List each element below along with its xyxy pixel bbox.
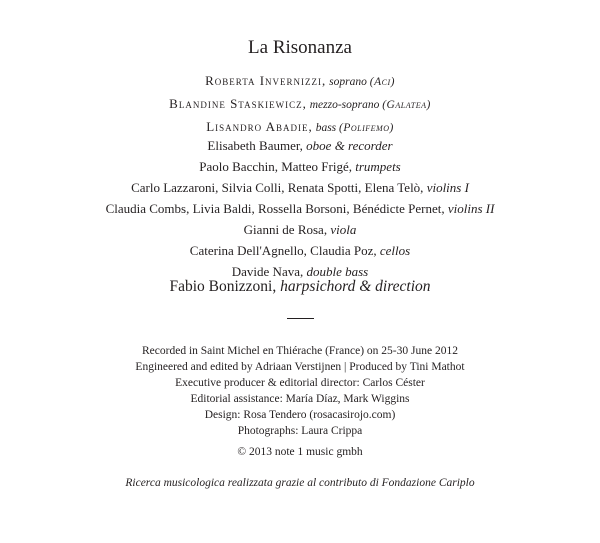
soloist-character: (Galatea) <box>382 99 431 111</box>
player-names: Davide Nava, <box>231 264 304 279</box>
player-line <box>0 177 600 198</box>
ensemble-title: La Risonanza <box>248 37 352 58</box>
soloist-name: Lisandro Abadie, <box>206 119 313 134</box>
soloist-role: mezzo-soprano <box>309 99 380 111</box>
player-instrument: violins I <box>426 180 469 195</box>
copyright-notice: © 2013 note 1 music gmbh <box>237 446 363 458</box>
director-line <box>0 278 600 296</box>
player-names: Gianni de Rosa, <box>243 222 328 237</box>
player-line <box>0 240 600 261</box>
credit-line: Editorial assistance: María Díaz, Mark Wiggins <box>190 393 410 405</box>
player-line <box>0 156 600 177</box>
player-names: Caterina Dell'Agnello, Claudia Poz, <box>189 243 377 258</box>
soloist-character: (Polifemo) <box>339 122 394 134</box>
credit-line: Recorded in Saint Michel en Thiérache (France) on 25-30 June 2012 <box>142 345 458 357</box>
player-line <box>0 219 600 240</box>
soloist-role: bass <box>315 122 337 134</box>
player-names: Carlo Lazzaroni, Silvia Colli, Renata Spotti, Elena Telò, <box>131 180 424 195</box>
soloist-name: Roberta Invernizzi, <box>205 73 327 88</box>
player-names: Paolo Bacchin, Matteo Frigé, <box>199 159 352 174</box>
soloist-character: (Aci) <box>369 76 395 88</box>
soloist-name: Blandine Staskiewicz, <box>169 96 307 111</box>
player-instrument: trumpets <box>355 159 401 174</box>
production-credits <box>0 343 600 439</box>
funding-acknowledgement: Ricerca musicologica realizzata grazie al contributo di Fondazione Cariplo <box>125 477 475 489</box>
credit-line: Engineered and edited by Adriaan Verstijnen | Produced by Tini Mathot <box>135 361 465 373</box>
credit-line: Photographs: Laura Crippa <box>237 425 363 437</box>
credit-line: Executive producer & editorial director: Carlos Céster <box>175 377 425 389</box>
player-line <box>0 198 600 219</box>
divider-rule <box>287 318 314 319</box>
director-name: Fabio Bonizzoni, <box>169 278 277 295</box>
player-names: Claudia Combs, Livia Baldi, Rossella Borsoni, Bénédicte Pernet, <box>105 201 445 216</box>
soloist-line <box>0 93 600 116</box>
player-instrument: oboe & recorder <box>306 138 393 153</box>
soloists-list <box>0 70 600 139</box>
soloist-role: soprano <box>329 76 367 88</box>
player-instrument: cellos <box>379 243 411 258</box>
player-line <box>0 135 600 156</box>
player-instrument: violins II <box>447 201 495 216</box>
director-role: harpsichord & direction <box>280 278 431 295</box>
soloist-line <box>0 70 600 93</box>
players-list <box>0 135 600 282</box>
player-names: Elisabeth Baumer, <box>207 138 303 153</box>
player-instrument: viola <box>330 222 357 237</box>
credit-line: Design: Rosa Tendero (rosacasirojo.com) <box>204 409 396 421</box>
player-instrument: double bass <box>306 264 369 279</box>
